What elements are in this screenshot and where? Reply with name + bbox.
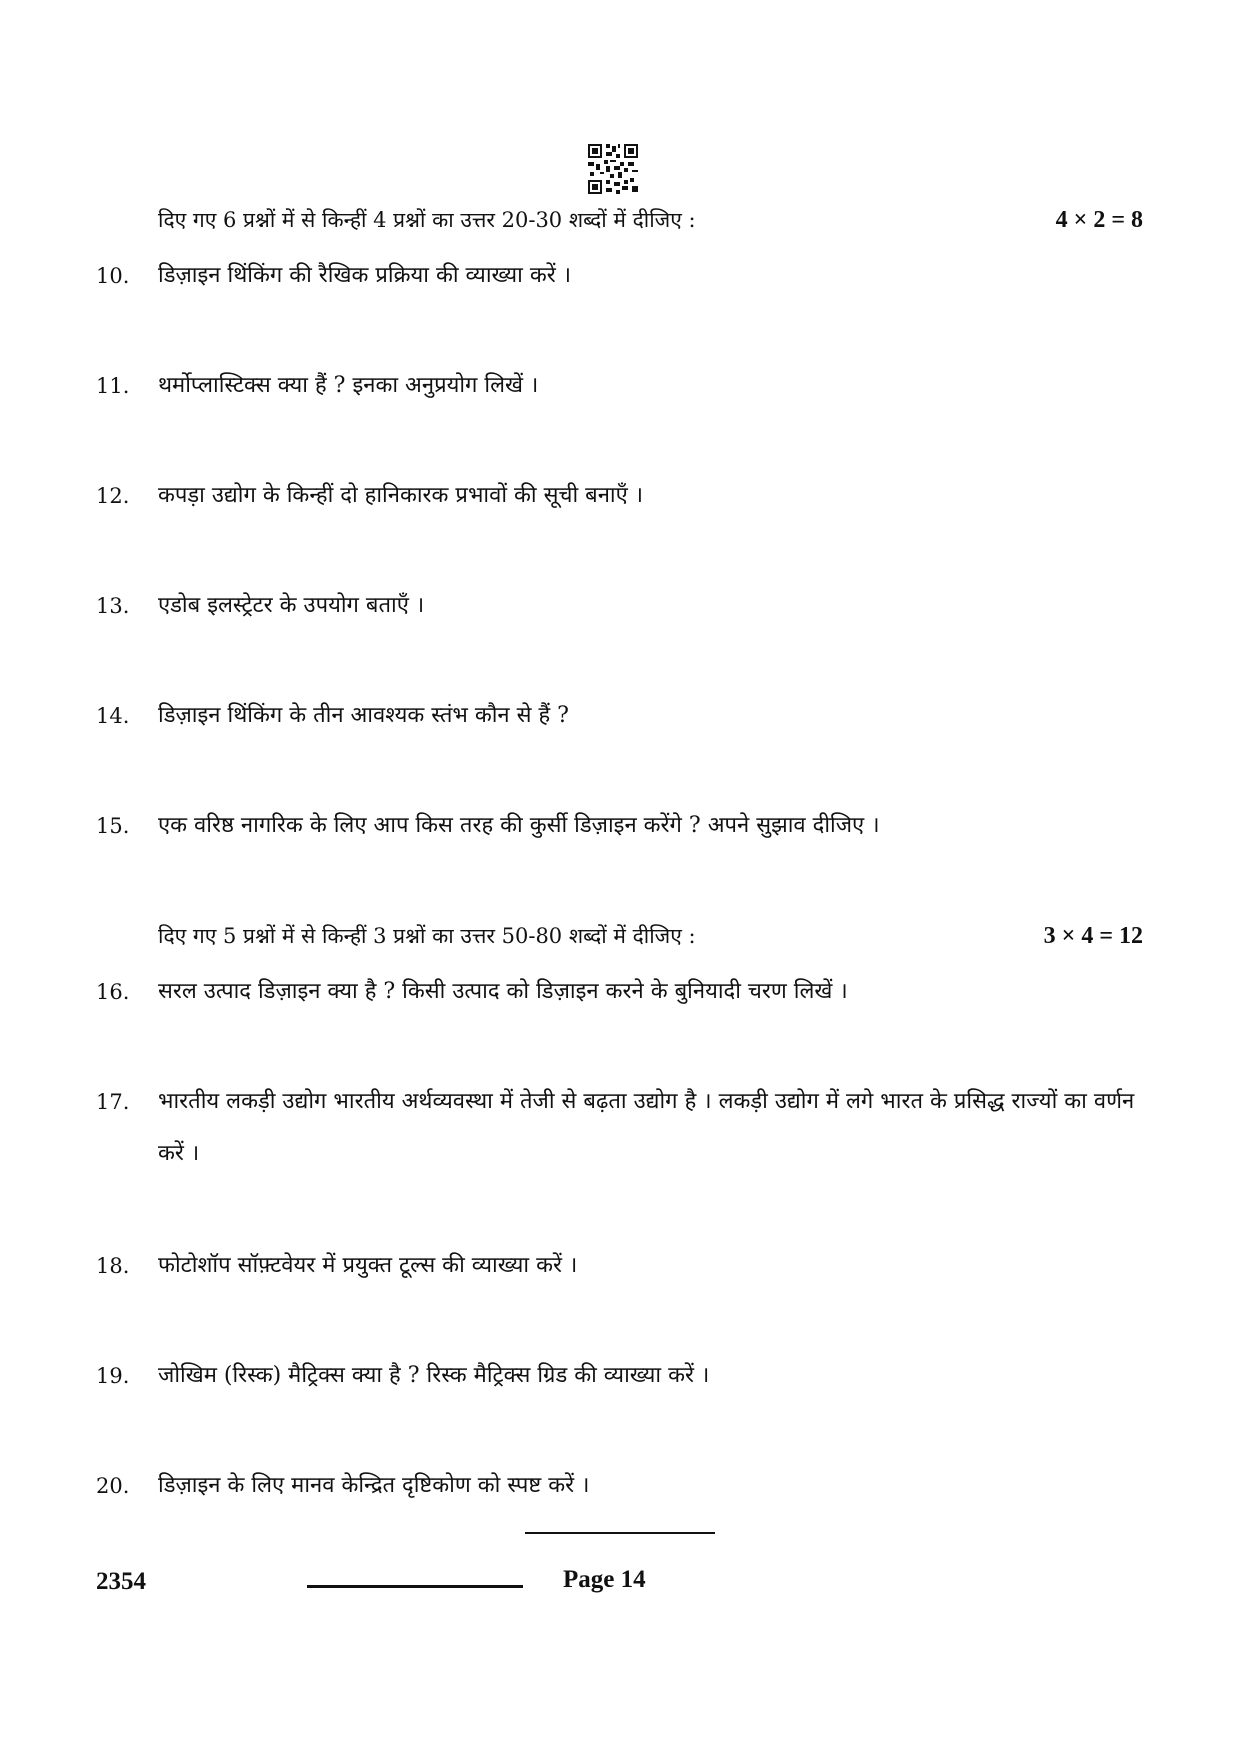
question-text: एक वरिष्ठ नागरिक के लिए आप किस तरह की कुर्सी डिज़ाइन करेंगे ? अपने सुझाव दीजिए । xyxy=(158,813,880,838)
question-text: फोटोशॉप सॉफ़्टवेयर में प्रयुक्त टूल्स की व्याख्या करें । xyxy=(158,1253,578,1278)
question-17 xyxy=(96,1076,1143,1180)
section-b-instruction xyxy=(158,922,1143,950)
question-number: 18. xyxy=(96,1254,130,1278)
section-a-marks: 4 × 2 = 8 xyxy=(1055,207,1143,233)
qr-code-icon xyxy=(588,144,638,194)
footer-top-rule xyxy=(525,1532,715,1534)
paper-code: 2354 xyxy=(96,1568,146,1595)
question-13 xyxy=(96,580,1143,632)
footer-divider xyxy=(307,1585,523,1588)
page-number: Page 14 xyxy=(563,1566,646,1593)
question-11 xyxy=(96,360,1143,412)
question-text: डिज़ाइन थिंकिंग की रैखिक प्रक्रिया की व्याख्या करें । xyxy=(158,263,572,288)
question-number: 19. xyxy=(96,1364,130,1388)
question-text: भारतीय लकड़ी उद्योग भारतीय अर्थव्यवस्था में तेजी से बढ़ता उद्योग है । लकड़ी उद्योग में लगे भारत के प्रसिद्ध राज्यों का वर्णन करें । xyxy=(158,1089,1135,1166)
question-number: 15. xyxy=(96,814,130,838)
question-15 xyxy=(96,800,1143,852)
question-20 xyxy=(96,1460,1143,1512)
question-19 xyxy=(96,1350,1143,1402)
question-text: जोखिम (रिस्क) मैट्रिक्स क्या है ? रिस्क मैट्रिक्स ग्रिड की व्याख्या करें । xyxy=(158,1363,710,1388)
section-b-instruction-text: दिए गए 5 प्रश्नों में से किन्हीं 3 प्रश्नों का उत्तर 50-80 शब्दों में दीजिए : xyxy=(158,924,696,948)
section-b-marks: 3 × 4 = 12 xyxy=(1043,923,1143,949)
question-16 xyxy=(96,966,1143,1018)
question-text: एडोब इलस्ट्रेटर के उपयोग बताएँ । xyxy=(158,593,425,618)
question-number: 20. xyxy=(96,1474,130,1498)
question-12 xyxy=(96,470,1143,522)
question-text: कपड़ा उद्योग के किन्हीं दो हानिकारक प्रभावों की सूची बनाएँ । xyxy=(158,483,644,508)
question-18 xyxy=(96,1240,1143,1292)
question-14 xyxy=(96,690,1143,742)
question-number: 11. xyxy=(96,374,130,398)
question-text: थर्मोप्लास्टिक्स क्या हैं ? इनका अनुप्रयोग लिखें । xyxy=(158,373,539,398)
question-number: 13. xyxy=(96,594,130,618)
question-text: डिज़ाइन के लिए मानव केन्द्रित दृष्टिकोण को स्पष्ट करें । xyxy=(158,1473,590,1498)
question-number: 12. xyxy=(96,484,130,508)
question-number: 17. xyxy=(96,1090,130,1114)
section-a-instruction xyxy=(158,206,1143,234)
question-number: 16. xyxy=(96,980,130,1004)
question-10 xyxy=(96,250,1143,302)
question-text: सरल उत्पाद डिज़ाइन क्या है ? किसी उत्पाद को डिज़ाइन करने के बुनियादी चरण लिखें । xyxy=(158,979,848,1004)
question-text: डिज़ाइन थिंकिंग के तीन आवश्यक स्तंभ कौन से हैं ? xyxy=(158,703,569,728)
section-a-instruction-text: दिए गए 6 प्रश्नों में से किन्हीं 4 प्रश्नों का उत्तर 20-30 शब्दों में दीजिए : xyxy=(158,208,696,232)
question-number: 14. xyxy=(96,704,130,728)
question-number: 10. xyxy=(96,264,130,288)
